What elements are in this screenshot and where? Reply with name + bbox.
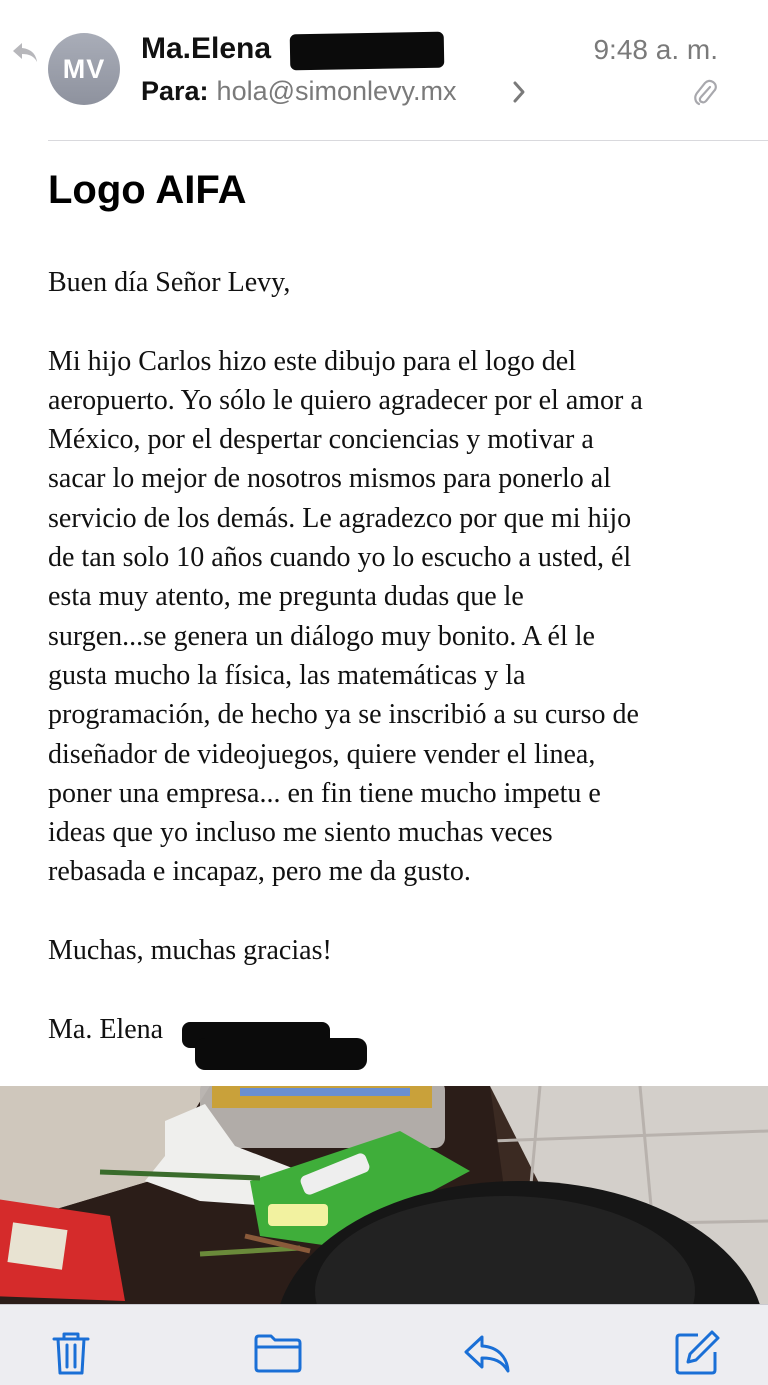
compose-icon [672, 1327, 722, 1377]
folder-icon [253, 1327, 303, 1377]
recipient-row[interactable] [141, 76, 457, 107]
sender-name[interactable]: Ma.Elena [141, 32, 272, 65]
email-body [48, 263, 728, 1049]
body-line: de tan solo 10 años cuando yo lo escucho a usted, él [48, 542, 632, 574]
move-to-folder-button[interactable] [253, 1327, 303, 1377]
header-divider [48, 140, 768, 141]
body-line: sacar lo mejor de nosotros mismos para ponerlo al [48, 463, 611, 495]
body-line: rebasada e incapaz, pero me da gusto. [48, 856, 471, 888]
recipient-address[interactable]: hola@simonlevy.mx [216, 76, 457, 106]
redaction-mark [290, 32, 445, 71]
signature: Ma. Elena [48, 1013, 164, 1045]
body-line: esta muy atento, me pregunta dudas que le [48, 581, 524, 613]
reply-icon [462, 1327, 512, 1377]
avatar-initials: MV [62, 53, 106, 84]
body-line: gusta mucho la física, las matemáticas y la [48, 659, 526, 691]
body-line: México, por el despertar conciencias y motivar a [48, 424, 594, 456]
to-label: Para: [141, 76, 209, 106]
bottom-toolbar [0, 1304, 768, 1385]
attached-photo[interactable] [0, 1086, 768, 1304]
body-line: poner una empresa... en fin tiene mucho impetu e [48, 777, 601, 809]
body-line: ideas que yo incluso me siento muchas veces [48, 817, 553, 849]
body-line: Mi hijo Carlos hizo este dibujo para el logo del [48, 345, 577, 377]
redaction-mark [195, 1038, 367, 1070]
body-line: surgen...se genera un diálogo muy bonito. A él le [48, 620, 595, 652]
thanks-line: Muchas, muchas gracias! [48, 935, 332, 967]
paperclip-icon [692, 78, 718, 108]
body-line: programación, de hecho ya se inscribió a su curso de [48, 699, 639, 731]
avatar[interactable] [48, 33, 120, 105]
body-line: diseñador de videojuegos, quiere vender el linea, [48, 738, 596, 770]
reply-button[interactable] [462, 1327, 512, 1377]
greeting: Buen día Señor Levy, [48, 267, 291, 298]
body-line: aeropuerto. Yo sólo le quiero agradecer por el amor a [48, 384, 643, 416]
chevron-right-icon[interactable] [511, 80, 527, 104]
delete-button[interactable] [46, 1327, 96, 1377]
reply-indicator-icon [10, 40, 40, 66]
compose-button[interactable] [672, 1327, 722, 1377]
received-time: 9:48 a. m. [593, 34, 718, 65]
body-paragraph [48, 342, 728, 892]
email-subject: Logo AIFA [48, 168, 247, 212]
trash-icon [46, 1327, 96, 1377]
body-line: servicio de los demás. Le agradezco por que mi hijo [48, 502, 632, 534]
